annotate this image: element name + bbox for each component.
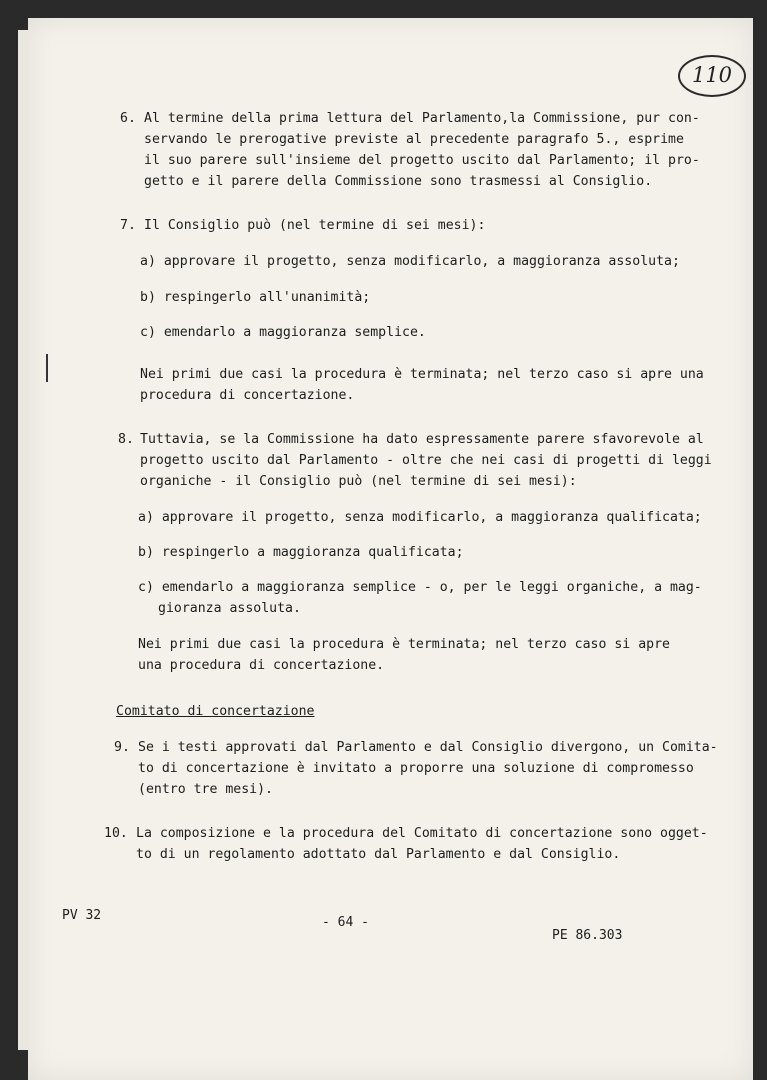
footer-left-code: PV 32 xyxy=(62,908,102,923)
paragraph-8-option-c-line-1: c) emendarlo a maggioranza semplice - o, per le leggi organiche, a mag- xyxy=(138,580,702,595)
paragraph-7-option-c: c) emendarlo a maggioranza semplice. xyxy=(140,325,426,340)
paragraph-8-line-3: organiche - il Consiglio può (nel termine di sei mesi): xyxy=(140,474,577,489)
paragraph-6-line-1: Al termine della prima lettura del Parlamento,la Commissione, pur con- xyxy=(144,111,700,126)
paragraph-9-line-1: Se i testi approvati dal Parlamento e dal Consiglio divergono, un Comita- xyxy=(138,740,718,755)
paragraph-8-option-b: b) respingerlo a maggioranza qualificata; xyxy=(138,545,464,560)
paragraph-7-option-b: b) respingerlo all'unanimità; xyxy=(140,290,371,305)
paragraph-9-line-2: to di concertazione è invitato a proporre una soluzione di compromesso xyxy=(138,761,694,776)
footer-right-code: PE 86.303 xyxy=(552,928,623,943)
paragraph-8-outcome-1: Nei primi due casi la procedura è terminata; nel terzo caso si apre xyxy=(138,637,670,652)
item-number-6: 6. xyxy=(120,111,136,126)
paragraph-6-line-2: servando le prerogative previste al precedente paragrafo 5., esprime xyxy=(144,132,684,147)
paragraph-8-outcome-2: una procedura di concertazione. xyxy=(138,658,385,673)
section-heading: Comitato di concertazione xyxy=(116,704,315,719)
paragraph-8-line-1: Tuttavia, se la Commissione ha dato espressamente parere sfavorevole al xyxy=(140,432,704,447)
item-number-10: 10. xyxy=(104,826,128,841)
paragraph-6-line-4: getto e il parere della Commissione sono trasmessi al Consiglio. xyxy=(144,174,653,189)
paragraph-8-option-c-line-2: gioranza assoluta. xyxy=(158,601,301,616)
paragraph-9-line-3: (entro tre mesi). xyxy=(138,782,273,797)
paragraph-10-line-2: to di un regolamento adottato dal Parlamento e dal Consiglio. xyxy=(136,847,621,862)
item-number-9: 9. xyxy=(114,740,130,755)
paragraph-6-line-3: il suo parere sull'insieme del progetto uscito dal Parlamento; il pro- xyxy=(144,153,700,168)
paragraph-7-option-a: a) approvare il progetto, senza modificarlo, a maggioranza assoluta; xyxy=(140,254,680,269)
paragraph-7-intro: Il Consiglio può (nel termine di sei mesi): xyxy=(144,218,486,233)
footer-page-number: - 64 - xyxy=(322,915,369,930)
paragraph-8-line-2: progetto uscito dal Parlamento - oltre che nei casi di progetti di leggi xyxy=(140,453,712,468)
paragraph-8-option-a: a) approvare il progetto, senza modificarlo, a maggioranza qualificata; xyxy=(138,510,702,525)
page-number-stamp: 110 xyxy=(678,55,746,97)
paragraph-7-outcome-2: procedura di concertazione. xyxy=(140,388,355,403)
item-number-7: 7. xyxy=(120,218,136,233)
item-number-8: 8. xyxy=(118,432,134,447)
paragraph-7-outcome-1: Nei primi due casi la procedura è terminata; nel terzo caso si apre una xyxy=(140,367,704,382)
paragraph-10-line-1: La composizione e la procedura del Comitato di concertazione sono ogget- xyxy=(136,826,708,841)
